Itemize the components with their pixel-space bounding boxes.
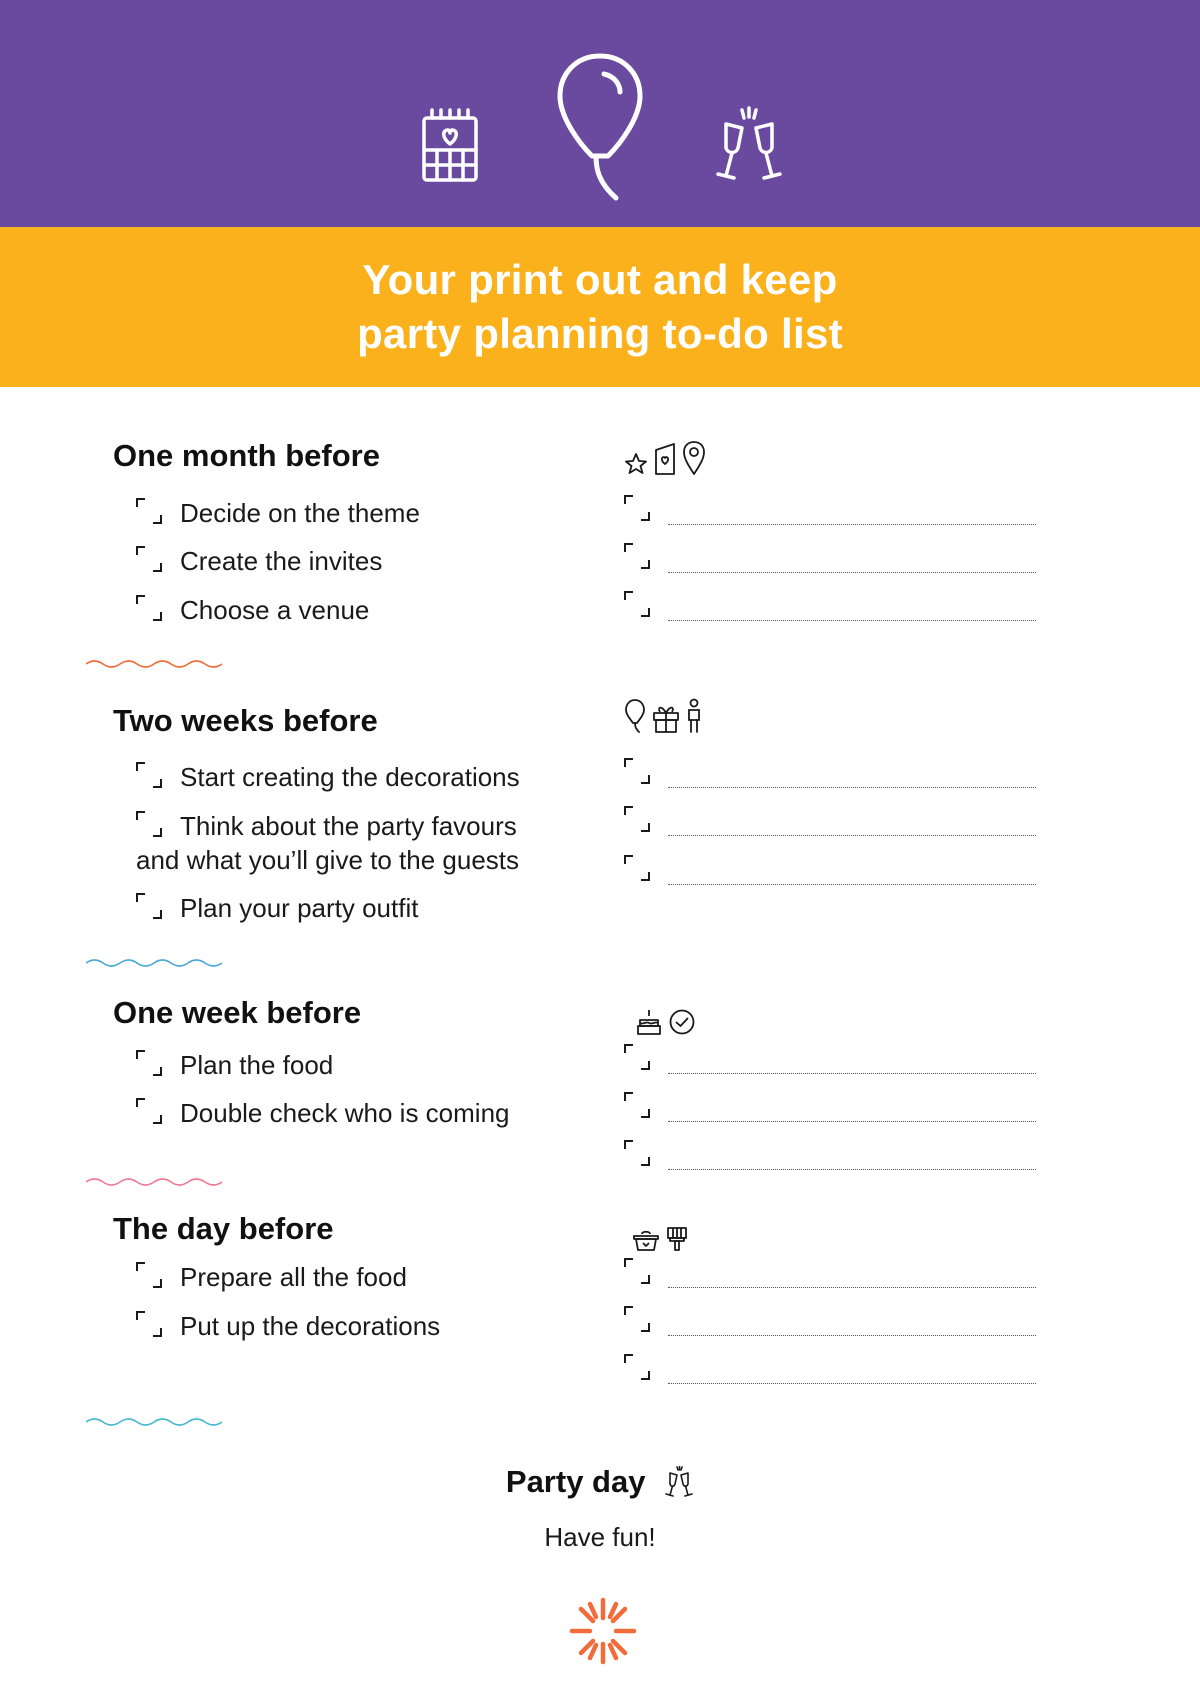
write-in-line[interactable] [668,787,1036,788]
task-label: Plan your party outfit [180,893,419,923]
page-title-line-2: party planning to-do list [357,310,843,357]
squiggle-divider [86,1176,222,1188]
title-band [0,227,1200,387]
task-label: Create the invites [180,546,383,576]
write-in-line[interactable] [668,1121,1036,1122]
checkbox[interactable] [624,758,650,784]
task-label: Put up the decorations [180,1311,441,1341]
location-pin-icon [682,440,706,476]
page-title-line-1: Your print out and keep [362,256,838,303]
checkbox[interactable] [136,762,162,788]
task-item[interactable] [136,593,369,627]
starburst-logo-icon [568,1596,638,1666]
checkbox[interactable] [136,595,162,621]
task-item[interactable] [136,760,520,794]
blank-task-row[interactable] [624,1354,1036,1384]
invite-card-icon [654,442,676,476]
section-title-one-month: One month before [113,438,380,473]
task-item[interactable] [136,1260,407,1294]
blank-task-row[interactable] [624,1306,1036,1336]
checkbox[interactable] [624,1258,650,1284]
task-item[interactable] [136,496,420,530]
write-in-line[interactable] [668,1073,1036,1074]
checkbox[interactable] [624,806,650,832]
checkbox[interactable] [624,1044,650,1070]
blank-task-row[interactable] [624,495,1036,525]
checkbox[interactable] [624,1140,650,1166]
section-icons-two-weeks [624,698,702,734]
checkbox[interactable] [136,811,162,837]
task-continuation [136,843,519,877]
task-label: Start creating the decorations [180,762,520,792]
cake-icon [636,1008,662,1036]
party-day-title: Party day [505,1463,646,1499]
blank-task-row[interactable] [624,758,1036,788]
section-title-two-weeks: Two weeks before [113,703,378,738]
checkbox[interactable] [624,1354,650,1380]
section-icons-day-before [632,1216,688,1252]
task-label: Choose a venue [180,595,370,625]
task-label: and what you’ll give to the guests [136,845,520,875]
blank-task-row[interactable] [624,543,1036,573]
task-item[interactable] [136,809,517,843]
section-title-one-week: One week before [113,995,362,1030]
task-label: Decide on the theme [180,498,420,528]
checkbox[interactable] [624,1306,650,1332]
task-label: Plan the food [180,1050,334,1080]
checkbox[interactable] [136,1098,162,1124]
checkbox[interactable] [136,1311,162,1337]
checkbox[interactable] [136,546,162,572]
write-in-line[interactable] [668,524,1036,525]
checkbox[interactable] [136,1262,162,1288]
section-icons-one-month [624,440,706,476]
write-in-line[interactable] [668,1287,1036,1288]
write-in-line[interactable] [668,1169,1036,1170]
squiggle-divider [86,658,222,670]
checkbox[interactable] [624,543,650,569]
champagne-glasses-icon [664,1466,694,1498]
person-icon [686,698,702,734]
task-label: Prepare all the food [180,1262,407,1292]
checkbox[interactable] [136,498,162,524]
gift-icon [652,702,680,734]
checkbox[interactable] [136,893,162,919]
checkbox[interactable] [136,1050,162,1076]
task-item[interactable] [136,544,382,578]
task-item[interactable] [136,1309,440,1343]
task-label: Double check who is coming [180,1098,510,1128]
cooking-pot-icon [632,1228,660,1252]
write-in-line[interactable] [668,572,1036,573]
section-title-day-before: The day before [113,1211,334,1246]
write-in-line[interactable] [668,620,1036,621]
party-day-subtitle: Have fun! [544,1522,656,1552]
write-in-line[interactable] [668,835,1036,836]
write-in-line[interactable] [668,1383,1036,1384]
balloon-icon [556,52,644,202]
blank-task-row[interactable] [624,1140,1036,1170]
blank-task-row[interactable] [624,806,1036,836]
checkbox[interactable] [624,1092,650,1118]
checkbox[interactable] [624,591,650,617]
paint-brush-icon [666,1226,688,1252]
task-item[interactable] [136,1048,333,1082]
task-item[interactable] [136,891,418,925]
checkbox[interactable] [624,495,650,521]
section-icons-one-week [636,1000,696,1036]
squiggle-divider [86,957,222,969]
blank-task-row[interactable] [624,1092,1036,1122]
squiggle-divider [86,1416,222,1428]
blank-task-row[interactable] [624,591,1036,621]
checkbox[interactable] [624,855,650,881]
blank-task-row[interactable] [624,1044,1036,1074]
check-circle-icon [668,1008,696,1036]
write-in-line[interactable] [668,1335,1036,1336]
party-day-heading [0,1462,1200,1500]
blank-task-row[interactable] [624,855,1036,885]
task-label: Think about the party favours [180,811,517,841]
write-in-line[interactable] [668,884,1036,885]
star-icon [624,452,648,476]
balloon-icon [624,698,646,734]
task-item[interactable] [136,1096,510,1130]
blank-task-row[interactable] [624,1258,1036,1288]
calendar-heart-icon [422,106,478,182]
champagne-glasses-icon [712,106,786,182]
